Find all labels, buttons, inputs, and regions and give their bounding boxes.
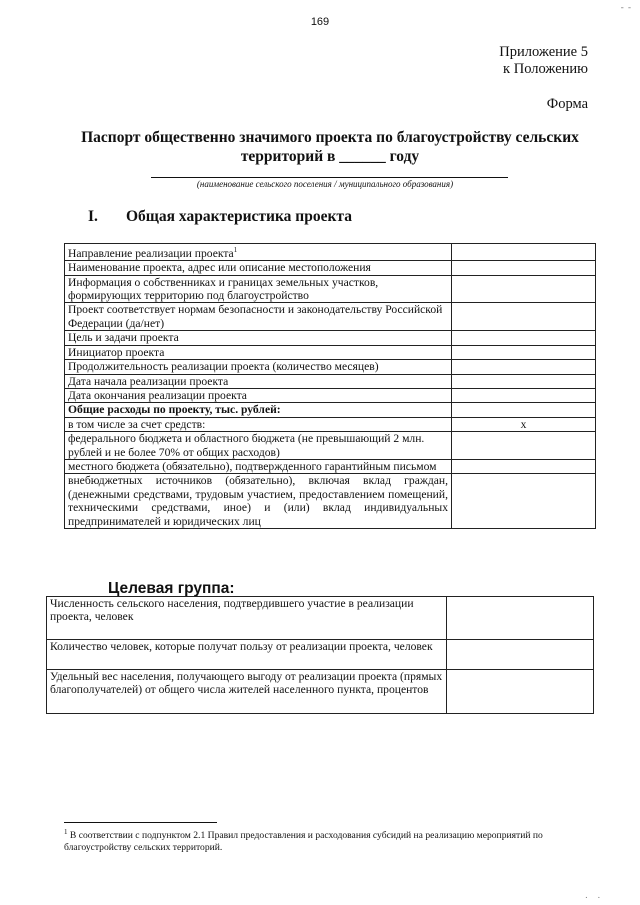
row-label: Инициатор проекта	[65, 345, 452, 359]
target-group-table	[46, 596, 594, 714]
footnote-ref: 1	[233, 246, 238, 254]
value-cell[interactable]	[452, 403, 596, 417]
value-cell[interactable]	[452, 331, 596, 345]
row-label: Информация о собственниках и границах земельных участков, формирующих территорию под благоустройство	[65, 275, 452, 303]
appendix-line-1: Приложение 5	[499, 44, 588, 60]
row-label: федерального бюджета и областного бюджета (не превышающий 2 млн. рублей и не более 70% от общих расходов)	[65, 432, 452, 460]
table-row	[65, 474, 596, 529]
value-cell: x	[452, 417, 596, 431]
row-label: Направление реализации проекта$^1$	[65, 244, 452, 261]
project-characteristics-table	[64, 243, 596, 529]
section-heading	[88, 208, 352, 226]
bottom-marks: . .	[585, 890, 604, 900]
table-row	[65, 360, 596, 374]
value-cell[interactable]	[447, 670, 594, 714]
page-number: 169	[310, 16, 330, 28]
table-row	[47, 597, 594, 640]
row-label: Количество человек, которые получат пользу от реализации проекта, человек	[47, 640, 447, 670]
row-label: Дата окончания реализации проекта	[65, 388, 452, 402]
row-label: Дата начала реализации проекта	[65, 374, 452, 388]
table-row	[65, 432, 596, 460]
appendix-header	[499, 44, 588, 78]
row-label: Наименование проекта, адрес или описание местоположения	[65, 261, 452, 275]
appendix-line-2: к Положению	[503, 61, 588, 77]
row-label: Численность сельского населения, подтвердившего участие в реализации проекта, человек	[47, 597, 447, 640]
table-row	[65, 331, 596, 345]
table-row	[65, 303, 596, 331]
value-cell[interactable]	[452, 459, 596, 473]
corner-mark: - -	[620, 2, 632, 12]
title-line-1: Паспорт общественно значимого проекта по благоустройству сельских	[81, 129, 579, 146]
table-row	[47, 640, 594, 670]
value-cell[interactable]	[452, 374, 596, 388]
table-row	[65, 244, 596, 261]
table-row	[47, 670, 594, 714]
table-row	[65, 345, 596, 359]
value-cell[interactable]	[452, 275, 596, 303]
title-line-2: территорий в ______ году	[240, 148, 420, 165]
footnote-text: В соответствии с подпунктом 2.1 Правил предоставления и расходования субсидий на реализацию мероприятий по благоустройству сельских территорий.	[64, 830, 543, 854]
row-label: Проект соответствует нормам безопасности и законодательству Российской Федерации (да/нет)	[65, 303, 452, 331]
table-row	[65, 417, 596, 431]
value-cell[interactable]	[452, 345, 596, 359]
row-label: Продолжительность реализации проекта (количество месяцев)	[65, 360, 452, 374]
value-cell[interactable]	[452, 432, 596, 460]
row-label: внебюджетных источников (обязательно), включая вклад граждан, (денежными средствами, трудовым участием, предоставлением помещений, техническими средствами, иное) и (или) вклад индивидуальных предпринимателей и юридических лиц	[65, 474, 452, 529]
footnote-separator	[64, 822, 217, 823]
value-cell[interactable]	[452, 388, 596, 402]
title-underline	[151, 177, 508, 178]
value-cell[interactable]	[452, 261, 596, 275]
settlement-caption: (наименование сельского поселения / муниципального образования)	[196, 179, 454, 189]
row-label: Цель и задачи проекта	[65, 331, 452, 345]
row-label: в том числе за счет средств:	[65, 417, 452, 431]
row-label: местного бюджета (обязательно), подтвержденного гарантийным письмом	[65, 459, 452, 473]
table-row	[65, 275, 596, 303]
value-cell[interactable]	[447, 597, 594, 640]
table-row	[65, 403, 596, 417]
row-label: Удельный вес населения, получающего выгоду от реализации проекта (прямых благополучателей) от общего числа жителей населенного пункта, процентов	[47, 670, 447, 714]
footnote	[64, 826, 596, 854]
section-number: I.	[88, 208, 98, 225]
section-title: Общая характеристика проекта	[126, 208, 352, 225]
document-title	[60, 128, 600, 166]
value-cell[interactable]	[447, 640, 594, 670]
value-cell[interactable]	[452, 360, 596, 374]
value-cell[interactable]	[452, 303, 596, 331]
target-group-heading: Целевая группа:	[108, 580, 235, 597]
row-label: Общие расходы по проекту, тыс. рублей:	[65, 403, 452, 417]
value-cell[interactable]	[452, 244, 596, 261]
table-row	[65, 261, 596, 275]
table-row	[65, 374, 596, 388]
value-cell[interactable]	[452, 474, 596, 529]
form-label: Форма	[546, 96, 588, 112]
table-row	[65, 459, 596, 473]
table-row	[65, 388, 596, 402]
footnote-marker: 1	[64, 828, 68, 836]
